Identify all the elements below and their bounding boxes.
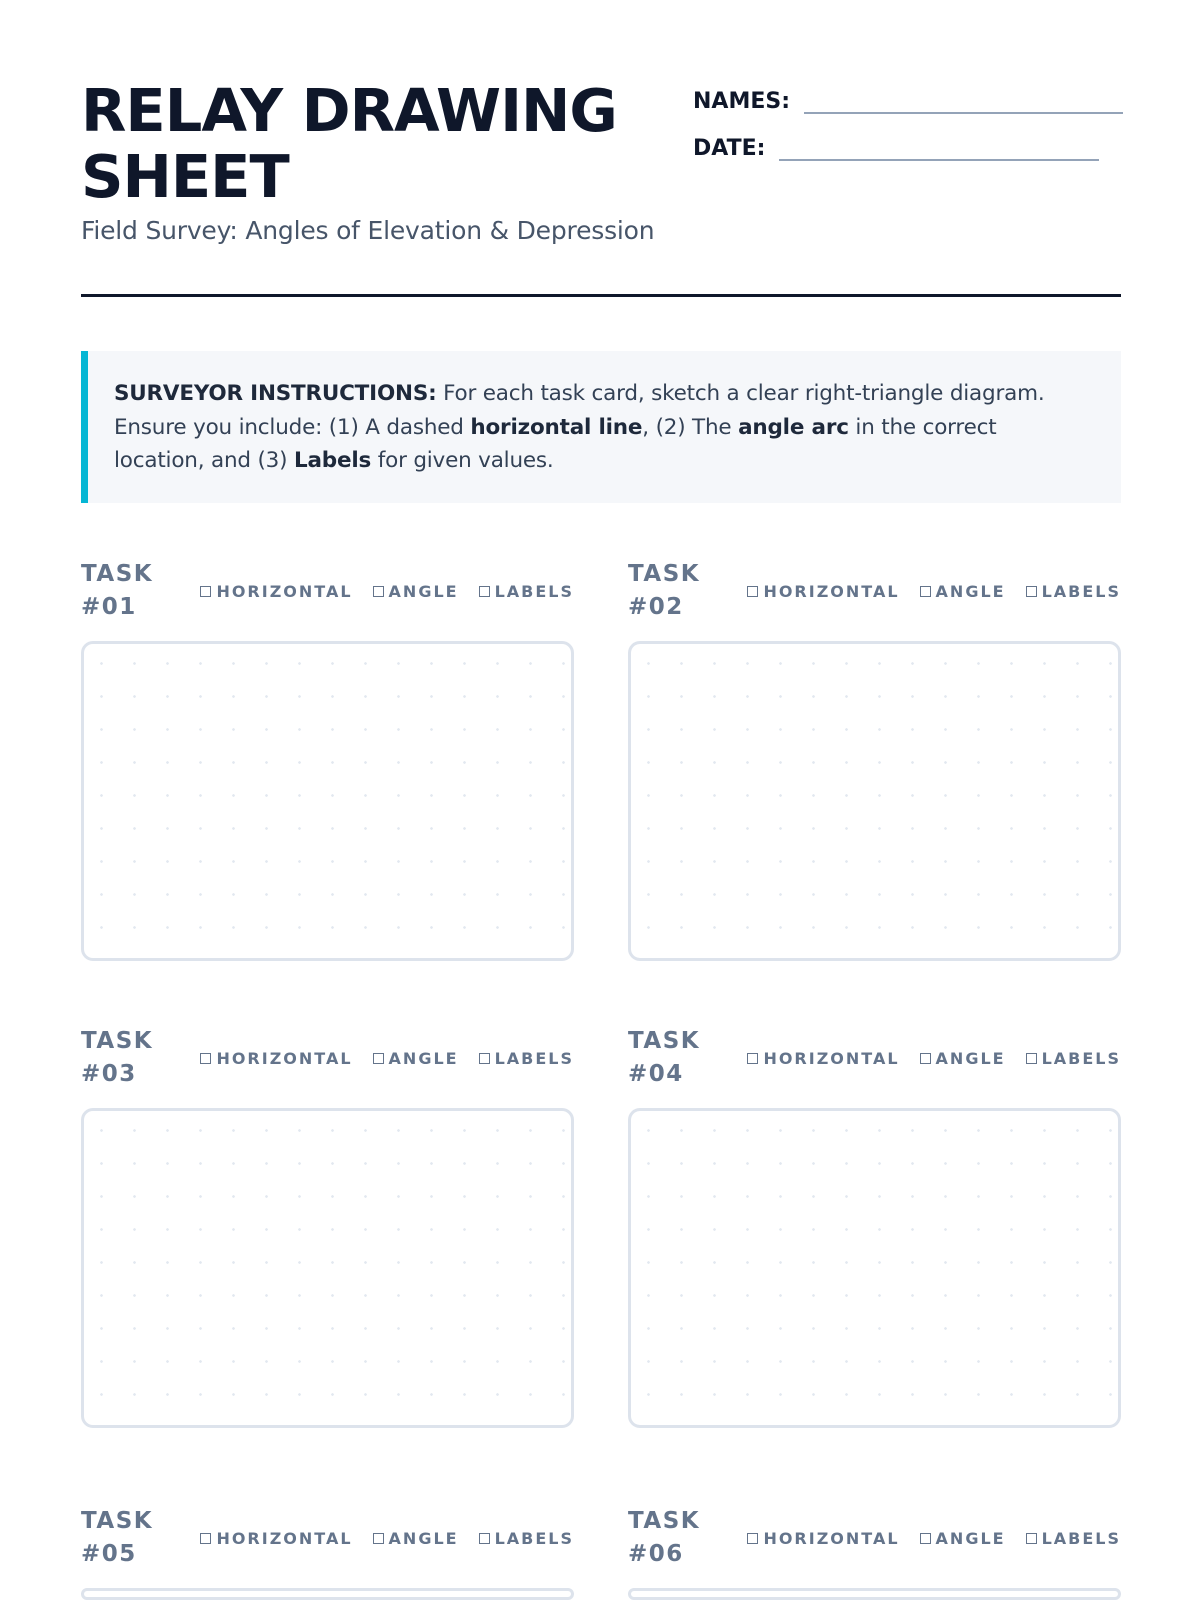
task-header [81,558,574,624]
check-angle-label: ANGLE [388,581,459,601]
instructions-text-3: in the correct location, and (3) [114,414,997,473]
check-angle[interactable] [373,582,459,601]
checkbox-icon[interactable] [479,1533,490,1544]
task-header [628,558,1121,624]
check-labels[interactable] [1026,1529,1121,1548]
check-angle[interactable] [920,582,1006,601]
check-horizontal[interactable] [747,1049,899,1068]
checkbox-icon[interactable] [200,586,211,597]
check-labels-label: LABELS [494,581,574,601]
drawing-area[interactable] [628,641,1121,961]
check-angle-label: ANGLE [388,1528,459,1548]
drawing-area[interactable] [81,1108,574,1428]
check-labels[interactable] [479,1049,574,1068]
checkbox-icon[interactable] [200,1053,211,1064]
instructions-text-2: , (2) The [642,414,739,440]
task-card [628,558,1121,961]
check-horizontal[interactable] [200,1049,352,1068]
instructions-text-4: for given values. [371,448,554,473]
check-labels-label: LABELS [1041,1528,1121,1548]
instructions-heading: SURVEYOR INSTRUCTIONS: [114,381,437,406]
check-angle-label: ANGLE [935,581,1006,601]
task-label: TASK #04 [628,1028,701,1087]
checkbox-icon[interactable] [1026,586,1037,597]
check-horizontal-label: HORIZONTAL [216,581,353,601]
check-labels[interactable] [1026,582,1121,601]
names-field[interactable] [804,82,1123,114]
check-labels[interactable] [1026,1049,1121,1068]
header-divider [81,294,1121,297]
checklist [200,1529,574,1548]
task-header [81,1505,574,1571]
check-angle[interactable] [920,1529,1006,1548]
task-header [81,1025,574,1091]
checkbox-icon[interactable] [200,1533,211,1544]
drawing-area[interactable] [81,641,574,961]
check-horizontal-label: HORIZONTAL [763,581,900,601]
check-horizontal-label: HORIZONTAL [216,1528,353,1548]
instructions-bold-2: angle arc [738,414,849,440]
task-card [628,1025,1121,1428]
check-angle[interactable] [373,1049,459,1068]
drawing-area[interactable] [628,1108,1121,1428]
task-label: TASK #02 [628,561,701,620]
checkbox-icon[interactable] [479,586,490,597]
check-labels-label: LABELS [1041,581,1121,601]
check-horizontal-label: HORIZONTAL [216,1048,353,1068]
page-subtitle: Field Survey: Angles of Elevation & Depression [81,216,655,245]
checklist [747,582,1121,601]
checklist [747,1529,1121,1548]
instructions-bold-3: Labels [293,448,372,473]
checkbox-icon[interactable] [747,1053,758,1064]
check-horizontal[interactable] [200,1529,352,1548]
student-fields [693,80,1123,174]
task-label: TASK #01 [81,561,154,620]
instructions-box [81,351,1121,503]
check-labels[interactable] [479,1529,574,1548]
task-label: TASK #06 [628,1508,701,1567]
checkbox-icon[interactable] [920,1533,931,1544]
task-label: TASK #03 [81,1028,154,1087]
task-label: TASK #05 [81,1508,154,1567]
drawing-area[interactable] [81,1588,574,1600]
check-angle[interactable] [920,1049,1006,1068]
checkbox-icon[interactable] [747,586,758,597]
date-field[interactable] [779,129,1099,161]
checkbox-icon[interactable] [1026,1053,1037,1064]
instructions-text-1: For each task card, sketch a clear right-triangle diagram. Ensure you include: (1) A dashed [114,381,1045,440]
task-card [628,1505,1121,1600]
check-labels-label: LABELS [494,1528,574,1548]
instructions-bold-1: horizontal line [470,414,643,440]
task-header [628,1025,1121,1091]
checkbox-icon[interactable] [373,1533,384,1544]
check-angle-label: ANGLE [388,1048,459,1068]
checklist [747,1049,1121,1068]
checklist [200,1049,574,1068]
checkbox-icon[interactable] [373,586,384,597]
checkbox-icon[interactable] [479,1053,490,1064]
check-labels-label: LABELS [494,1048,574,1068]
check-labels[interactable] [479,582,574,601]
date-row [693,127,1123,161]
check-horizontal[interactable] [747,582,899,601]
task-card [81,1505,574,1600]
check-horizontal[interactable] [747,1529,899,1548]
names-row [693,80,1123,114]
check-horizontal[interactable] [200,582,352,601]
check-horizontal-label: HORIZONTAL [763,1048,900,1068]
task-card [81,558,574,961]
checkbox-icon[interactable] [747,1533,758,1544]
checkbox-icon[interactable] [920,1053,931,1064]
names-label: NAMES: [693,89,791,114]
checkbox-icon[interactable] [920,586,931,597]
check-angle-label: ANGLE [935,1048,1006,1068]
checkbox-icon[interactable] [1026,1533,1037,1544]
drawing-area[interactable] [628,1588,1121,1600]
checkbox-icon[interactable] [373,1053,384,1064]
date-label: DATE: [693,136,766,161]
check-horizontal-label: HORIZONTAL [763,1528,900,1548]
check-angle[interactable] [373,1529,459,1548]
task-card [81,1025,574,1428]
check-angle-label: ANGLE [935,1528,1006,1548]
task-header [628,1505,1121,1571]
check-labels-label: LABELS [1041,1048,1121,1068]
checklist [200,582,574,601]
page-title: RELAY DRAWING SHEET [81,76,617,211]
